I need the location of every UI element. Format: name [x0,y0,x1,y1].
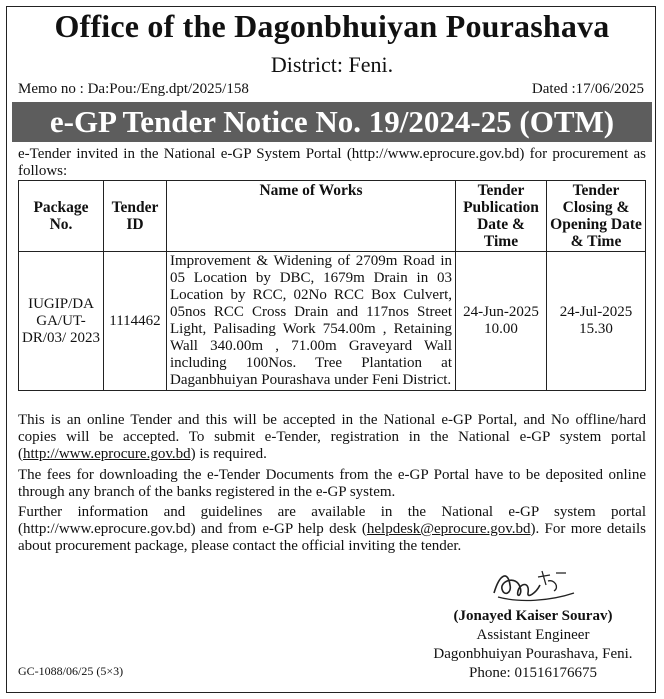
header-publication: Tender Publication Date & Time [456,181,547,252]
table-row [19,252,646,391]
publication-date: 24-Jun-2025 [463,304,539,320]
district-line: District: Feni. [270,52,394,77]
signatory-name: (Jonayed Kaiser Sourav) [453,608,613,624]
cell-closing [547,252,646,391]
signature-image [490,563,580,607]
online-tender-paragraph [18,412,646,463]
signatory-office: Dagonbhuiyan Pourashava, Feni. [433,646,633,662]
tender-notice-banner: e-GP Tender Notice No. 19/2024-25 (OTM) [12,102,652,142]
table-header-row [19,181,646,252]
signatory-phone: Phone: 01516176675 [469,665,597,681]
header-tender-id: Tender ID [104,181,167,252]
further-info-paragraph [18,504,646,555]
publication-time: 10.00 [484,321,518,337]
fees-paragraph: The fees for downloading the e-Tender Documents from the e-GP Portal have to be deposited online through any branch of the banks registered in the e-GP system. [18,467,646,500]
p3-text: Further information and guidelines are available in the National e-GP system portal (http://www.eprocure.gov.bd) and from e-GP help desk ( [18,504,646,537]
gc-code: GC-1088/06/25 (5×3) [18,664,124,678]
cell-publication [456,252,547,391]
signatory-designation: Assistant Engineer [476,627,590,643]
p3-text-end: ). For more details about procurement package, please contact the official inviting the tender. [18,521,646,554]
cell-package: IUGIP/DA GA/UT- DR/03/ 2023 [19,252,104,391]
dated-line: Dated :17/06/2025 [531,81,644,97]
closing-time: 15.30 [579,321,613,337]
header-works: Name of Works [167,181,456,252]
office-title: Office of the Dagonbhuiyan Pourashava [54,8,610,44]
tender-table [18,180,646,391]
intro-text: e-Tender invited in the National e-GP System Portal (http://www.eprocure.gov.bd) for procurement as follows: [18,146,646,179]
cell-works: Improvement & Widening of 2709m Road in 05 Location by DBC, 1679m Drain in 03 Location by RCC, 02No RCC Box Culvert, 05nos RCC Cross Drain and 117nos Street Light, Palisading Work 754.00m , Retaining Wall 340.00m , 71.00m Graveyard Wall including 100Nos. Tree Plantation at Daganbhuiyan Pourashava under Feni District. [167,252,456,391]
cell-tender-id: 1114462 [104,252,167,391]
closing-date: 24-Jul-2025 [559,304,633,320]
p1-text-end: ) is required. [190,446,267,462]
header-closing: Tender Closing & Opening Date & Time [547,181,646,252]
memo-number: Memo no : Da:Pou:/Eng.dpt/2025/158 [18,81,249,97]
helpdesk-email-link[interactable]: helpdesk@eprocure.gov.bd [366,521,531,537]
p1-text: This is an online Tender and this will be accepted in the National e-GP Portal, and No offline/hard copies will be accepted. To submit e-Tender, registration in the National e-GP system portal ( [18,412,646,462]
eprocure-link[interactable]: http://www.eprocure.gov.bd [23,446,191,462]
header-package: Package No. [19,181,104,252]
